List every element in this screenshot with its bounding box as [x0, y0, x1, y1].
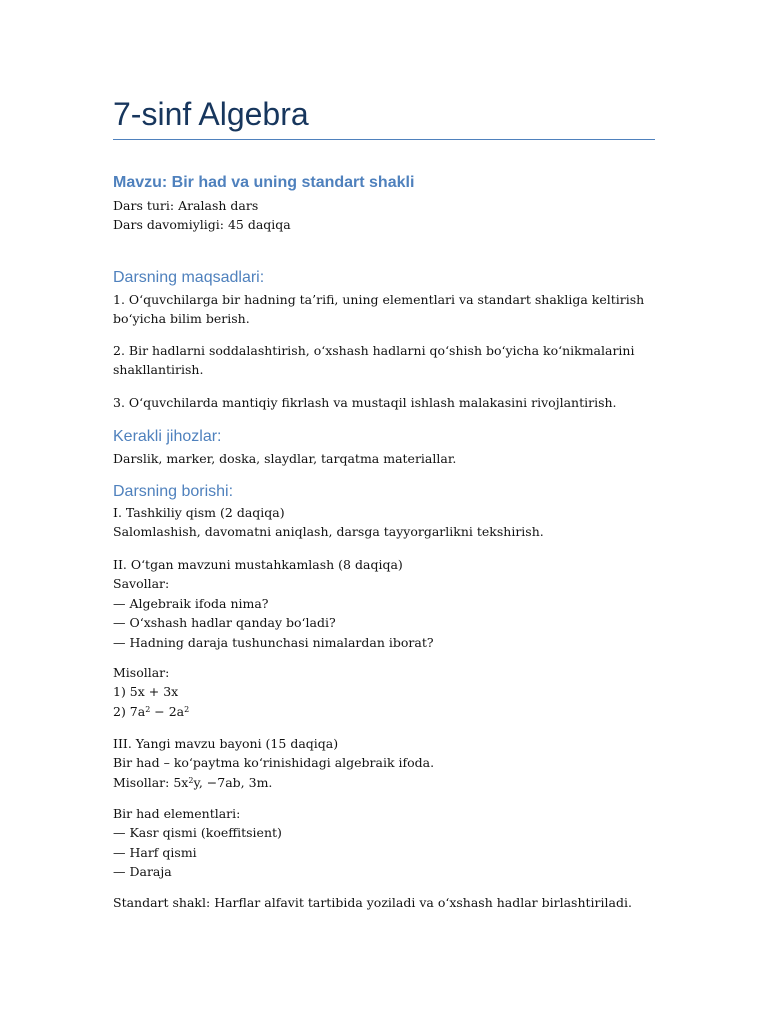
lesson-type: Dars turi: Aralash dars [113, 198, 259, 213]
question-2: — O‘xshash hadlar qanday bo‘ladi? [113, 615, 336, 631]
goal-item-2 [113, 341, 655, 380]
element-1: — Kasr qismi (koeffitsient) [113, 825, 282, 841]
standard-form-block [113, 893, 655, 912]
document-title: 7-sinf Algebra [113, 96, 309, 132]
goals-heading: Darsning maqsadlari: [113, 269, 265, 286]
examples-label: Misollar: [113, 665, 170, 680]
equipment-heading: Kerakli jihozlar: [113, 428, 222, 445]
stage-3 [113, 734, 655, 792]
element-3: — Daraja [113, 864, 172, 880]
goal-text-3: 3. O‘quvchilarda mantiqiy fikrlash va mustaqil ishlash malakasini rivojlantirish. [113, 395, 617, 410]
equipment-text: Darslik, marker, doska, slaydlar, tarqatma materiallar. [113, 451, 457, 466]
stage-1 [113, 503, 655, 542]
goal-text-2: 2. Bir hadlarni soddalashtirish, o‘xshash hadlarni qo‘shish bo‘yicha ko‘nikmalarini shakllantirish. [113, 343, 635, 378]
stage-3-examples: Misollar: $5x^2y$, −7ab, 3m. [113, 774, 273, 790]
lesson-duration: Dars davomiyligi: 45 daqiqa [113, 217, 291, 233]
stage-2 [113, 555, 655, 652]
questions-label: Savollar: [113, 576, 170, 592]
elements-block [113, 804, 655, 882]
goal-text-1: 1. O‘quvchilarga bir hadning ta’rifi, uning elementlari va standart shakliga keltirish bo‘yicha bilim berish. [113, 292, 645, 327]
stage-3-title: III. Yangi mavzu bayoni (15 daqiqa) [113, 736, 339, 751]
bir-had-definition: Bir had – ko‘paytma ko‘rinishidagi algebraik ifoda. [113, 755, 435, 771]
elements-label: Bir had elementlari: [113, 806, 241, 821]
element-2: — Harf qismi [113, 844, 197, 860]
title-underline [113, 139, 655, 140]
question-1: — Algebraik ifoda nima? [113, 595, 269, 611]
stage-1-title: I. Tashkiliy qism (2 daqiqa) [113, 505, 285, 520]
topic-heading: Mavzu: Bir had va uning standart shakli [113, 174, 415, 191]
stage-2-examples [113, 663, 655, 721]
example-1: 1) 5x + 3x [113, 684, 179, 700]
stage-1-text: Salomlashish, davomatni aniqlash, darsga tayyorgarlikni tekshirish. [113, 524, 544, 540]
equipment-block [113, 449, 655, 468]
goal-item-3 [113, 393, 655, 412]
goal-item-1 [113, 290, 655, 329]
topic-details [113, 196, 655, 235]
stage-2-title: II. O‘tgan mavzuni mustahkamlash (8 daqiqa) [113, 557, 403, 572]
process-heading: Darsning borishi: [113, 483, 234, 500]
standard-form-text: Standart shakl: Harflar alfavit tartibida yoziladi va o‘xshash hadlar birlashtiriladi. [113, 895, 632, 910]
example-2: 2) $7a^2 - 2a^2$ [113, 703, 190, 719]
question-3: — Hadning daraja tushunchasi nimalardan iborat? [113, 634, 434, 650]
